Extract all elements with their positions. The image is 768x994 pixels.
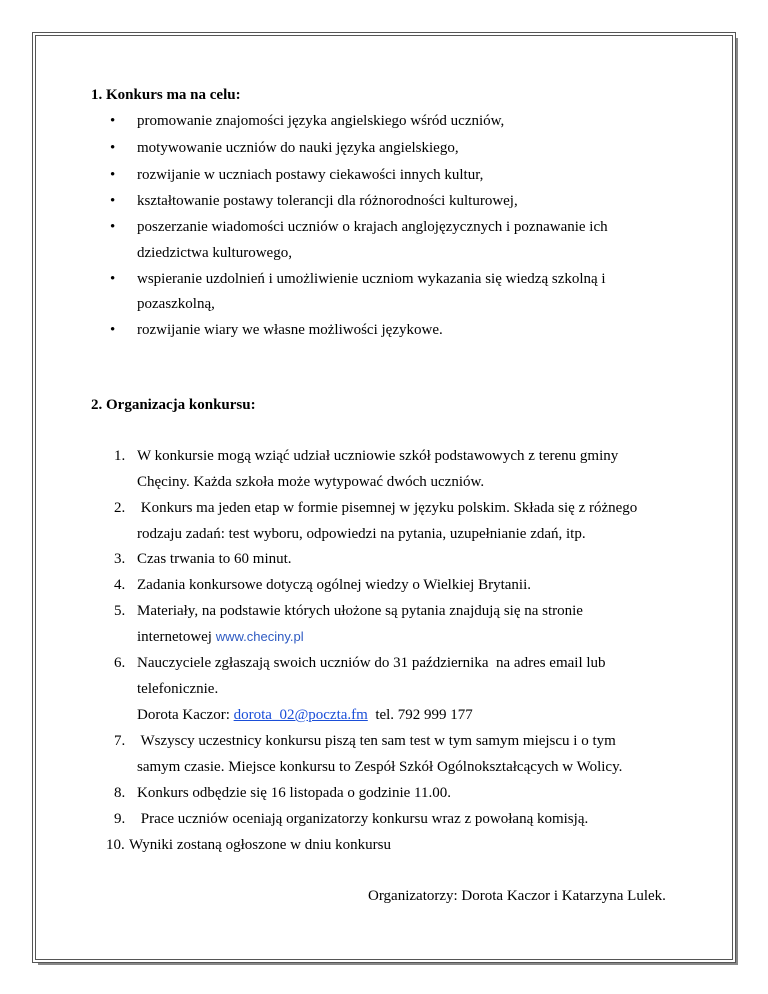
bullet-icon: • [110, 167, 116, 183]
item-number: 9. [114, 811, 126, 827]
list-item: Czas trwania to 60 minut. [137, 551, 292, 567]
bullet-icon: • [110, 113, 116, 129]
list-item-continuation: Chęciny. Każda szkoła może wytypować dwóch uczniów. [137, 474, 485, 490]
contact-phone: tel. 792 999 177 [367, 707, 473, 723]
bullet-icon: • [110, 322, 116, 338]
list-item: Wszyscy uczestnicy konkursu piszą ten sam test w tym samym miejscu i o tym [137, 733, 616, 749]
list-item-continuation [137, 629, 304, 646]
list-item-continuation: rodzaju zadań: test wyboru, odpowiedzi na pytania, uzupełnianie zdań, itp. [137, 526, 586, 542]
bullet-icon: • [110, 219, 116, 235]
item-number: 2. [114, 500, 126, 516]
list-item: Materiały, na podstawie których ułożone są pytania znajdują się na stronie [137, 603, 583, 619]
list-item: wspieranie uzdolnień i umożliwienie uczniom wykazania się wiedzą szkolną i [137, 271, 606, 287]
list-item-continuation: pozaszkolną, [137, 296, 215, 312]
list-item: Nauczyciele zgłaszają swoich uczniów do 31 października na adres email lub [137, 655, 606, 671]
list-item: kształtowanie postawy tolerancji dla różnorodności kulturowej, [137, 193, 518, 209]
item-number: 5. [114, 603, 126, 619]
contact-name: Dorota Kaczor: [137, 707, 234, 723]
bullet-icon: • [110, 140, 116, 156]
list-item: motywowanie uczniów do nauki języka angielskiego, [137, 140, 459, 156]
list-item-continuation: samym czasie. Miejsce konkursu to Zespół Szkół Ogólnokształcących w Wolicy. [137, 759, 623, 775]
list-item: Zadania konkursowe dotyczą ogólnej wiedzy o Wielkiej Brytanii. [137, 577, 532, 593]
item-number: 1. [114, 448, 126, 464]
list-item: Konkurs odbędzie się 16 listopada o godzinie 11.00. [137, 785, 451, 801]
item-number: 8. [114, 785, 126, 801]
list-item: Konkurs ma jeden etap w formie pisemnej w języku polskim. Składa się z różnego [137, 500, 638, 516]
list-item: promowanie znajomości języka angielskiego wśród uczniów, [137, 113, 505, 129]
email-link[interactable]: dorota_02@poczta.fm [233, 707, 368, 723]
item-number: 6. [114, 655, 126, 671]
bullet-icon: • [110, 271, 116, 287]
item-number: 10. [106, 837, 125, 853]
bullet-icon: • [110, 193, 116, 209]
list-item-continuation: dziedzictwa kulturowego, [137, 245, 292, 261]
list-item-continuation: telefonicznie. [137, 681, 219, 697]
list-item: W konkursie mogą wziąć udział uczniowie szkół podstawowych z terenu gminy [137, 448, 619, 464]
list-item: Wyniki zostaną ogłoszone w dniu konkursu [129, 837, 391, 853]
section-2-heading: 2. Organizacja konkursu: [91, 397, 256, 413]
list-item: Prace uczniów oceniają organizatorzy konkursu wraz z powołaną komisją. [137, 811, 589, 827]
signature: Organizatorzy: Dorota Kaczor i Katarzyna Lulek. [368, 888, 666, 904]
website-link[interactable]: www.checiny.pl [215, 629, 304, 644]
contact-line [137, 707, 473, 724]
website-label: internetowej [137, 629, 216, 645]
list-item: rozwijanie wiary we własne możliwości językowe. [137, 322, 443, 338]
item-number: 3. [114, 551, 126, 567]
item-number: 4. [114, 577, 126, 593]
item-number: 7. [114, 733, 126, 749]
list-item: poszerzanie wiadomości uczniów o krajach anglojęzycznych i poznawanie ich [137, 219, 608, 235]
list-item: rozwijanie w uczniach postawy ciekawości innych kultur, [137, 167, 484, 183]
section-1-heading: 1. Konkurs ma na celu: [91, 87, 241, 103]
